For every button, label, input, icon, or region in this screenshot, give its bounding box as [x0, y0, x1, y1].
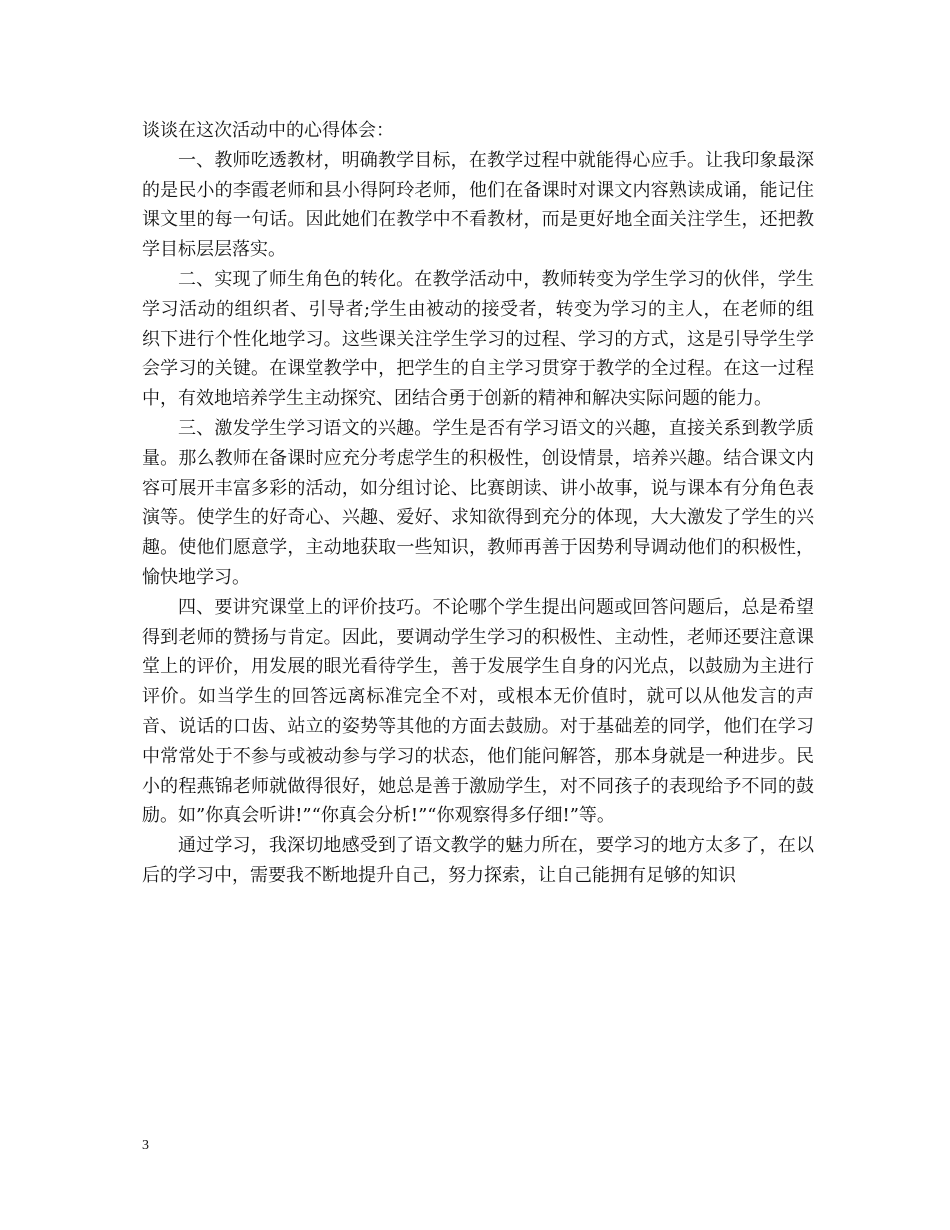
document-body [142, 116, 814, 891]
intro-line: 谈谈在这次活动中的心得体会： [142, 120, 394, 141]
paragraph-point-2: 二、实现了师生角色的转化。在教学活动中，教师转变为学生学习的伙伴，学生学习活动的组织者、引导者;学生由被动的接受者，转变为学习的主人，在老师的组织下进行个性化地学习。这些课关注学生学习的过程、学习的方式，这是引导学生学会学习的关键。在课堂教学中，把学生的自主学习贯穿于教学的全过程。在这一过程中，有效地培养学生主动探究、团结合勇于创新的精神和解决实际问题的能力。 [142, 268, 814, 410]
paragraph-point-3: 三、激发学生学习语文的兴趣。学生是否有学习语文的兴趣，直接关系到教学质量。那么教师在备课时应充分考虑学生的积极性，创设情景，培养兴趣。结合课文内容可展开丰富多彩的活动，如分组讨论、比赛朗读、讲小故事，说与课本有分角色表演等。使学生的好奇心、兴趣、爱好、求知欲得到充分的体现，大大激发了学生的兴趣。使他们愿意学，主动地获取一些知识，教师再善于因势利导调动他们的积极性，愉快地学习。 [142, 417, 814, 588]
paragraph-point-4: 四、要讲究课堂上的评价技巧。不论哪个学生提出问题或回答问题后，总是希望得到老师的赞扬与肯定。因此，要调动学生学习的积极性、主动性，老师还要注意课堂上的评价，用发展的眼光看待学生，善于发展学生自身的闪光点，以鼓励为主进行评价。如当学生的回答远离标准完全不对，或根本无价值时，就可以从他发言的声音、说话的口齿、站立的姿势等其他的方面去鼓励。对于基础差的同学，他们在学习中常常处于不参与或被动参与学习的状态，他们能问解答，那本身就是一种进步。民小的程燕锦老师就做得很好，她总是善于激励学生，对不同孩子的表现给予不同的鼓励。如”你真会听讲!”“你真会分析!”“你观察得多仔细!”等。 [142, 596, 814, 827]
paragraph-point-1: 一、教师吃透教材，明确教学目标，在教学过程中就能得心应手。让我印象最深的是民小的李霞老师和县小得阿玲老师，他们在备课时对课文内容熟读成诵，能记住课文里的每一句话。因此她们在教学中不看教材，而是更好地全面关注学生，还把教学目标层层落实。 [142, 149, 814, 261]
paragraph-conclusion: 通过学习，我深切地感受到了语文教学的魅力所在，要学习的地方太多了，在以后的学习中，需要我不断地提升自己，努力探索，让自己能拥有足够的知识 [142, 835, 814, 886]
page-number: 3 [142, 1138, 149, 1153]
